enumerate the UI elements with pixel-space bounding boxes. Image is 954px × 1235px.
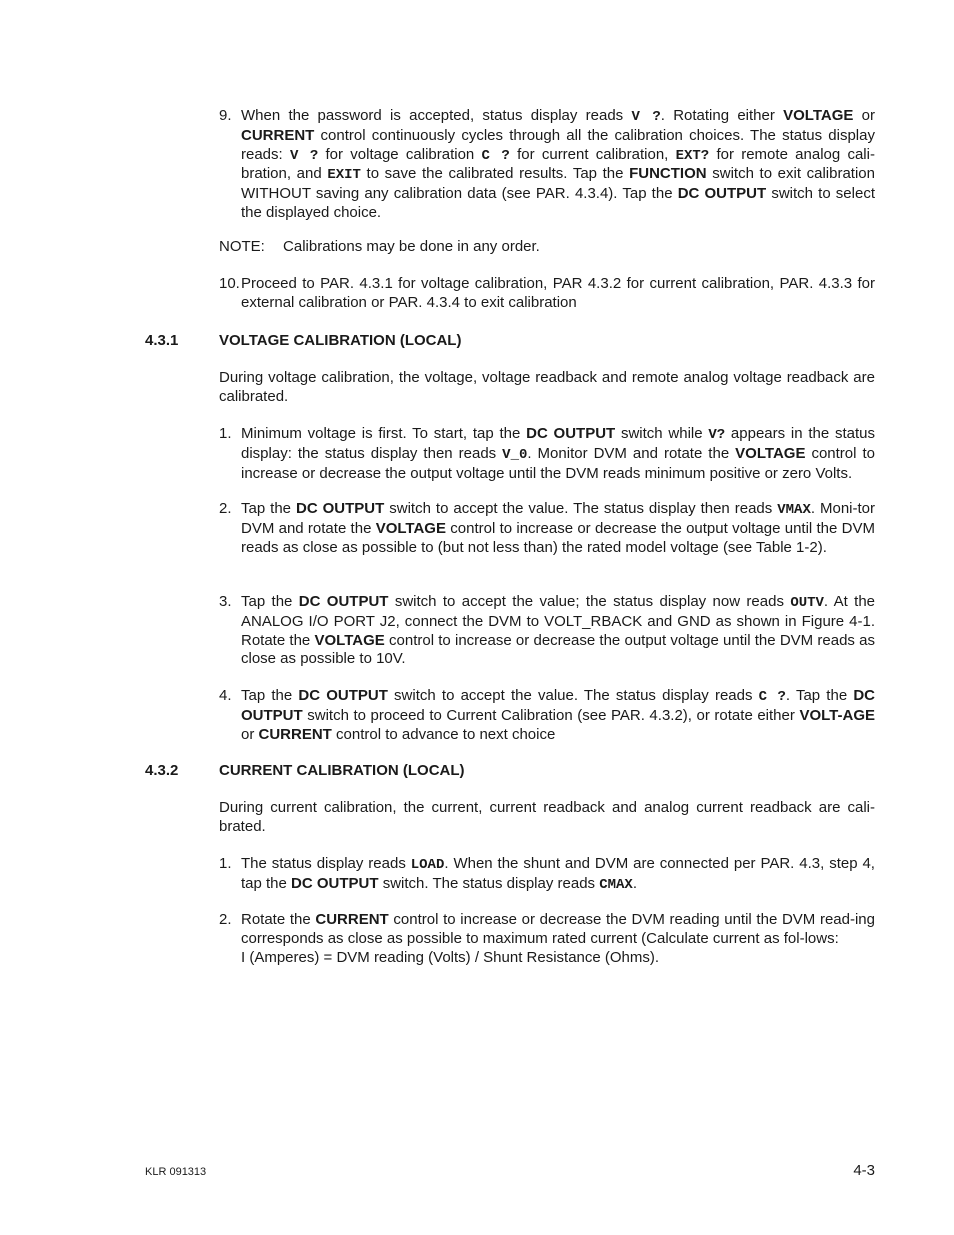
list-item-2 <box>219 500 875 557</box>
section-number: 4.3.1 <box>145 332 179 349</box>
list-text: The status display reads LOAD. When the shunt and DVM are connected per PAR. 4.3, step 4, tap the DC OUTPUT switch. The status display reads CMAX. <box>241 855 875 893</box>
section-title: CURRENT CALIBRATION (LOCAL) <box>219 762 465 779</box>
note <box>219 238 875 257</box>
list-number: 3. <box>219 593 232 610</box>
section-number: 4.3.2 <box>145 762 179 779</box>
list-item-10 <box>219 275 875 313</box>
list-text: Tap the DC OUTPUT switch to accept the value. The status display then reads VMAX. Moni-tor DVM and rotate the VOLTAGE control to increase or decrease the output voltage until the DVM reads as close as possible to (but not less than) the rated model voltage (see Table 1-2). <box>241 500 876 556</box>
list-text: When the password is accepted, status display reads V ?. Rotating either VOLTAGE or CURRENT control continuously cycles through all the calibration choices. The status display reads: V ? for voltage calibration C ? for current calibration, EXT? for remote analog cali-bration, and EXIT to save the calibrated results. Tap the FUNCTION switch to exit calibration WITHOUT saving any calibration data (see PAR. 4.3.4). Tap the DC OUTPUT switch to select the displayed choice. <box>241 107 876 221</box>
list-text: Proceed to PAR. 4.3.1 for voltage calibration, PAR 4.3.2 for current calibration, PAR. 4.3.3 for external calibration or PAR. 4.3.4 to exit calibration <box>241 275 875 311</box>
list-number: 1. <box>219 855 232 872</box>
section-heading-4-3-1 <box>145 332 461 349</box>
list-number: 9. <box>219 107 232 124</box>
list-text: Tap the DC OUTPUT switch to accept the value. The status display reads C ?. Tap the DC OUTPUT switch to proceed to Current Calibration (see PAR. 4.3.2), or rotate either VOLT-AGE or CURRENT control to advance to next choice <box>241 687 876 743</box>
document-id: KLR 091313 <box>145 1166 207 1178</box>
list-item-4 <box>219 687 875 744</box>
list-item-1 <box>219 855 875 895</box>
list-number: 2. <box>219 500 232 517</box>
list-text: Tap the DC OUTPUT switch to accept the value; the status display now reads OUTV. At the ANALOG I/O PORT J2, connect the DVM to VOLT_RBACK and GND as shown in Figure 4-1. Rotate the VOLTAGE control to increase or decrease the output voltage until the DVM reads as close as possible to 10V. <box>241 593 876 668</box>
formula: I (Amperes) = DVM reading (Volts) / Shunt Resistance (Ohms). <box>241 948 660 966</box>
list-item-9 <box>219 107 875 223</box>
section-title: VOLTAGE CALIBRATION (LOCAL) <box>219 332 462 349</box>
list-text: Minimum voltage is first. To start, tap the DC OUTPUT switch while V? appears in the status display: the status display then reads V_0. Monitor DVM and rotate the VOLTAGE control to increase or decrease the output voltage until the DVM reads minimum positive or zero Volts. <box>241 425 875 482</box>
list-number: 10. <box>219 275 240 292</box>
note-text: Calibrations may be done in any order. <box>283 238 540 255</box>
page-number: 4-3 <box>853 1162 875 1179</box>
list-number: 2. <box>219 911 232 928</box>
list-item-2 <box>219 911 875 967</box>
section-intro: During voltage calibration, the voltage, voltage readback and remote analog voltage readback are calibrated. <box>219 369 875 405</box>
section-intro: During current calibration, the current, current readback and analog current readback are cali-brated. <box>219 799 875 835</box>
note-label: NOTE: <box>219 238 265 255</box>
list-number: 4. <box>219 687 232 704</box>
list-number: 1. <box>219 425 232 442</box>
list-item-3 <box>219 593 875 669</box>
list-text: Rotate the CURRENT control to increase or decrease the DVM reading until the DVM read-ing corresponds as close as possible to maximum rated current (Calculate current as fol-lows: I (Amperes) = DVM reading (Volts) / Shunt Resistance (Ohms). <box>241 911 875 966</box>
section-heading-4-3-2 <box>145 762 465 779</box>
list-item-1 <box>219 425 875 483</box>
